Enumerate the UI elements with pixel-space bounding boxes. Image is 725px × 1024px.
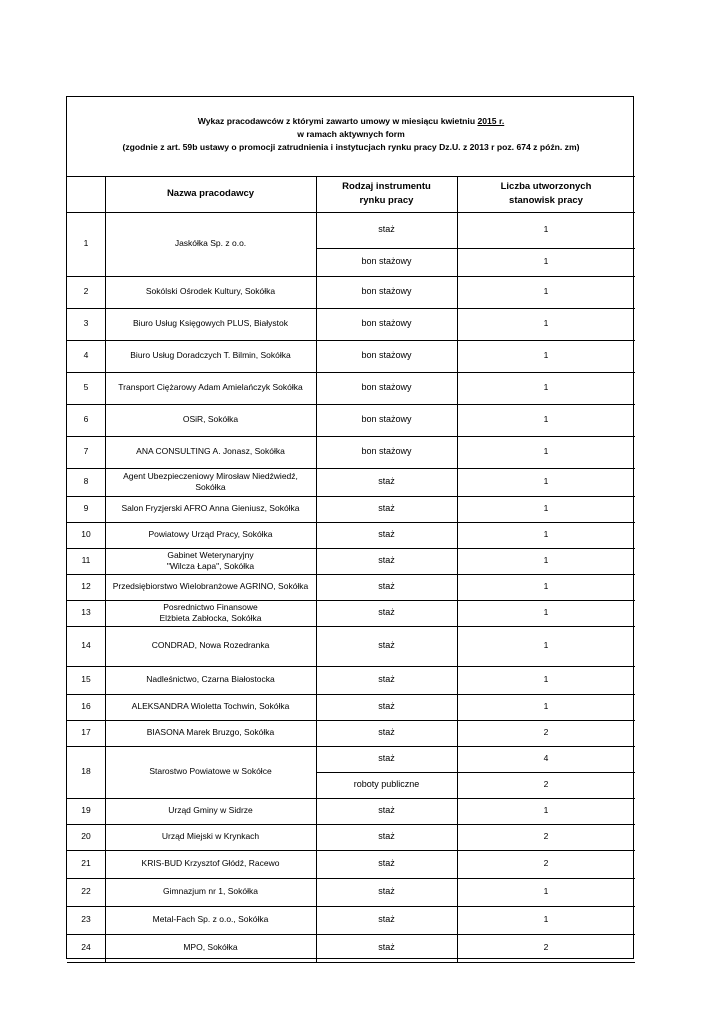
row-number: 16: [81, 701, 91, 712]
row-number: 22: [81, 886, 91, 897]
instrument-type: staż: [378, 886, 395, 897]
positions-count: 2: [543, 942, 549, 953]
row-number: 14: [81, 640, 91, 651]
employer-name: Agent Ubezpieczeniowy Mirosław Niedźwiedź, Sokółka: [123, 470, 298, 492]
positions-count: 1: [543, 701, 549, 712]
row-number: 17: [81, 727, 91, 738]
instrument-type: bon stażowy: [361, 446, 412, 457]
row-number: 15: [81, 674, 91, 685]
header-instrument: Rodzaj instrumentu rynku pracy: [342, 181, 431, 206]
positions-count: 1: [543, 446, 549, 457]
row-number: 3: [83, 318, 89, 329]
employer-name: Gimnazjum nr 1, Sokółka: [163, 886, 258, 897]
instrument-type: staż: [378, 224, 395, 235]
row-number: 5: [83, 382, 89, 393]
positions-count: 1: [543, 414, 549, 425]
title-period: 2015 r.: [477, 116, 505, 126]
instrument-type: bon stażowy: [361, 350, 412, 361]
row-number: 18: [81, 766, 91, 777]
employer-name: Sokólski Ośrodek Kultury, Sokółka: [145, 286, 276, 297]
positions-count: 4: [543, 753, 549, 764]
instrument-type: staż: [378, 701, 395, 712]
row-number: 11: [81, 555, 91, 566]
positions-count: 2: [543, 858, 549, 869]
positions-count: 1: [543, 350, 549, 361]
row-number: 13: [81, 607, 91, 618]
instrument-type: bon stażowy: [361, 256, 412, 267]
positions-count: 1: [543, 503, 549, 514]
employer-name: OSiR, Sokółka: [182, 414, 239, 425]
employer-name: Transport Ciężarowy Adam Amielańczyk Sokółka: [118, 382, 303, 393]
instrument-type: staż: [378, 914, 395, 925]
employer-name: CONDRAD, Nowa Rozedranka: [151, 640, 270, 651]
row-number: 10: [81, 529, 91, 540]
employer-name: ANA CONSULTING A. Jonasz, Sokółka: [136, 446, 285, 457]
employer-name: Posrednictwo Finansowe Elżbieta Zabłocka, Sokółka: [159, 601, 262, 623]
employer-name: Biuro Usług Doradczych T. Bilmin, Sokółka: [130, 350, 291, 361]
employer-name: Jaskółka Sp. z o.o.: [174, 238, 247, 249]
instrument-type: staż: [378, 555, 395, 566]
employer-name: BIASONA Marek Bruzgo, Sokółka: [146, 727, 275, 738]
instrument-type: bon stażowy: [361, 382, 412, 393]
employer-name: Biuro Usług Księgowych PLUS, Białystok: [133, 318, 288, 329]
instrument-type: bon stażowy: [361, 414, 412, 425]
header-no: [67, 176, 105, 212]
positions-count: 1: [543, 382, 549, 393]
instrument-type: staż: [378, 529, 395, 540]
positions-count: 1: [543, 581, 549, 592]
header-employer: Nazwa pracodawcy: [166, 188, 255, 199]
employer-name: Starostwo Powiatowe w Sokółce: [149, 766, 272, 777]
employer-name: Urząd Miejski w Krynkach: [161, 831, 260, 842]
employer-name: Powiatowy Urząd Pracy, Sokółka: [148, 529, 273, 540]
instrument-type: staż: [378, 805, 395, 816]
instrument-type: staż: [378, 753, 395, 764]
instrument-type: bon stażowy: [361, 286, 412, 297]
positions-count: 1: [543, 886, 549, 897]
positions-count: 1: [543, 529, 549, 540]
positions-count: 1: [543, 555, 549, 566]
employer-name: Urząd Gminy w Sidrze: [168, 805, 253, 816]
document-title: [67, 115, 635, 154]
row-number: 6: [83, 414, 89, 425]
instrument-type: staż: [378, 942, 395, 953]
column-rule: [105, 176, 106, 962]
employer-name: Salon Fryzjerski AFRO Anna Gieniusz, Sokółka: [121, 503, 300, 514]
employer-name: KRIS-BUD Krzysztof Głódź, Racewo: [141, 858, 280, 869]
employer-name: Przedsiębiorstwo Wielobranżowe AGRINO, Sokółka: [112, 581, 309, 592]
row-rule: [67, 962, 635, 963]
column-rule: [457, 176, 458, 962]
row-number: 7: [83, 446, 89, 457]
title-line-3: (zgodnie z art. 59b ustawy o promocji zatrudnienia i instytucjach rynku pracy Dz.U. z 2013 r poz. 674 z późn. zm): [122, 142, 580, 152]
title-line-2: w ramach aktywnych form: [297, 129, 405, 139]
row-number: 9: [83, 503, 89, 514]
title-line-1: Wykaz pracodawców z którymi zawarto umowy w miesiącu kwietniu 2015 r.: [197, 116, 505, 126]
instrument-type: staż: [378, 503, 395, 514]
instrument-type: staż: [378, 858, 395, 869]
row-number: 1: [83, 238, 89, 249]
instrument-type: staż: [378, 727, 395, 738]
row-number: 23: [81, 914, 91, 925]
row-number: 8: [83, 476, 89, 487]
row-number: 2: [83, 286, 89, 297]
employer-name: Nadleśnictwo, Czarna Białostocka: [146, 674, 275, 685]
instrument-type: roboty publiczne: [353, 779, 420, 790]
positions-count: 2: [543, 831, 549, 842]
positions-count: 1: [543, 914, 549, 925]
instrument-type: staż: [378, 831, 395, 842]
positions-count: 1: [543, 256, 549, 267]
employer-name: Metal-Fach Sp. z o.o., Sokółka: [152, 914, 269, 925]
instrument-type: staż: [378, 476, 395, 487]
positions-count: 1: [543, 640, 549, 651]
instrument-type: bon stażowy: [361, 318, 412, 329]
instrument-type: staż: [378, 640, 395, 651]
row-number: 21: [81, 858, 91, 869]
row-number: 12: [81, 581, 91, 592]
row-number: 20: [81, 831, 91, 842]
employer-name: MPO, Sokółka: [183, 942, 238, 953]
positions-count: 1: [543, 674, 549, 685]
positions-count: 1: [543, 805, 549, 816]
header-count: Liczba utworzonych stanowisk pracy: [500, 181, 592, 206]
column-rule: [316, 176, 317, 962]
employer-name: ALEKSANDRA Wioletta Tochwin, Sokółka: [131, 701, 290, 712]
instrument-type: staż: [378, 581, 395, 592]
row-number: 24: [81, 942, 91, 953]
row-number: 19: [81, 805, 91, 816]
instrument-type: staż: [378, 607, 395, 618]
positions-count: 2: [543, 727, 549, 738]
positions-count: 1: [543, 318, 549, 329]
positions-count: 1: [543, 607, 549, 618]
row-number: 4: [83, 350, 89, 361]
positions-count: 2: [543, 779, 549, 790]
employer-table: [66, 96, 634, 959]
positions-count: 1: [543, 224, 549, 235]
employer-name: Gabinet Weterynaryjny "Wilcza Łapa", Sokółka: [166, 549, 255, 571]
instrument-type: staż: [378, 674, 395, 685]
positions-count: 1: [543, 286, 549, 297]
positions-count: 1: [543, 476, 549, 487]
